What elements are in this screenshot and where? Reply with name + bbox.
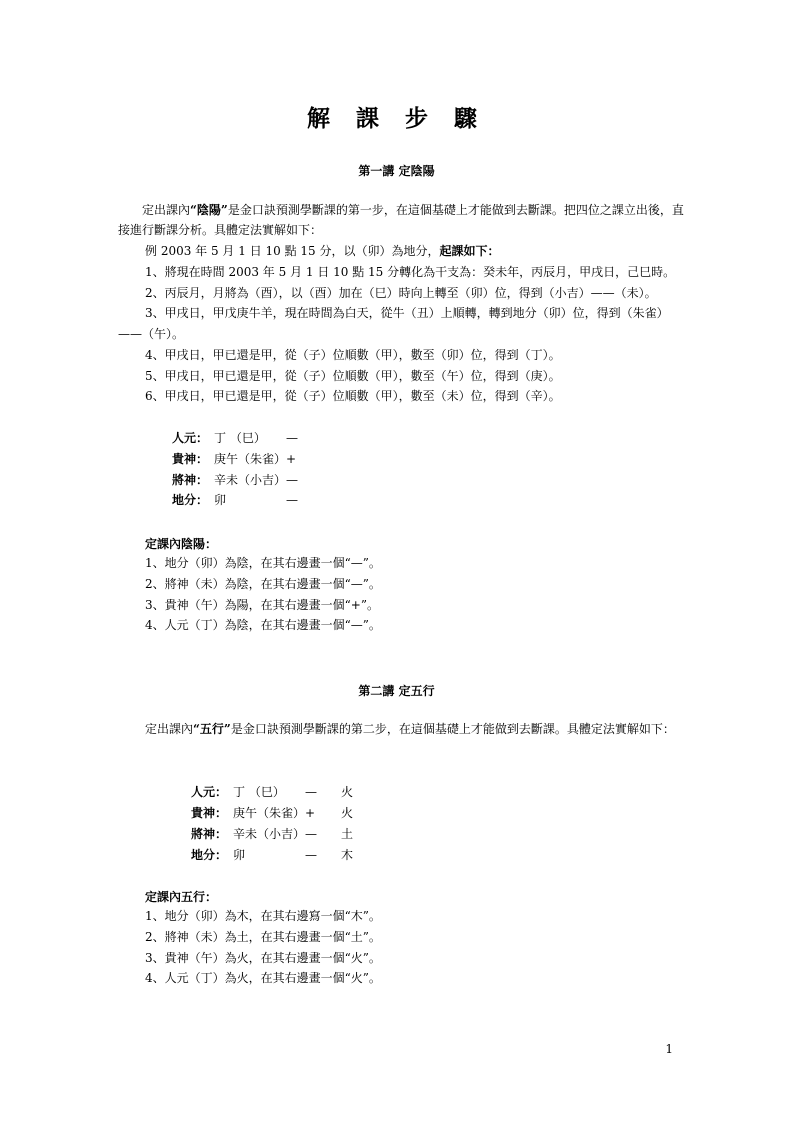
step-line: 3、甲戌日，甲戊庚牛羊，現在時間為白天，從牛（丑）上順轉，轉到地分（卯）位，得到（朱雀） [145,306,669,320]
chart-sign: — [305,785,317,799]
chart-element: 火 [341,785,354,799]
chart-value: 卯 [233,848,246,862]
chart-label: 將神： [191,827,228,841]
chart-sign: — [305,848,317,862]
chart-label: 貴神： [172,452,209,466]
chart-value: 卯 [214,493,227,507]
chart-label: 地分： [172,493,209,507]
chart-row [172,428,372,448]
example-text: 例 2003 年 5 月 1 日 10 點 15 分，以（卯）為地分， [145,244,440,258]
chart-value: 辛未（小吉） [233,827,306,841]
chart-label: 地分： [191,848,228,862]
list-item: 2、將神（未）為土，在其右邊畫一個“土”。 [145,930,381,944]
chart-row [191,803,391,823]
chart-label: 人元： [191,785,228,799]
chart-row [191,845,391,865]
chart-label: 人元： [172,431,209,445]
chart-row [172,449,372,469]
section2-subheading: 定課內五行： [145,890,218,904]
list-item: 2、將神（未）為陰，在其右邊畫一個“—”。 [145,577,381,591]
chart-element: 木 [341,848,354,862]
intro-keyword: “五行” [193,722,231,736]
section1-intro [118,200,684,240]
step-line: 5、甲戌日，甲已還是甲，從（子）位順數（甲），數至（午）位，得到（庚）。 [145,369,561,383]
list-item: 4、人元（丁）為火，在其右邊畫一個“火”。 [145,971,381,985]
step-line: 2、丙辰月，月將為（酉），以（酉）加在（巳）時向上轉至（卯）位，得到（小吉）——（未）。 [145,286,657,300]
list-item: 1、地分（卯）為木，在其右邊寫一個“木”。 [145,909,381,923]
chart-sign: — [286,493,298,507]
chart-value: 丁 （巳） [233,785,285,799]
list-item: 3、貴神（午）為陽，在其右邊畫一個“+”。 [145,598,379,612]
section1-subheading: 定課內陰陽： [145,537,218,551]
chart-row [172,470,372,490]
chart-sign: — [286,431,298,445]
step-line: ——（午）。 [118,327,185,341]
chart-sign: — [305,827,317,841]
example-line [145,241,500,261]
chart-element: 火 [341,806,354,820]
intro-text: 是金口訣預測學斷課的第一步，在這個基礎上才能做到去斷課。把四位之課立出後，直接進行斷課分析。具體定法實解如下： [118,203,684,237]
example-keyword: 起課如下： [439,244,500,258]
section2-intro [145,719,675,739]
list-item: 1、地分（卯）為陰，在其右邊畫一個“—”。 [145,556,381,570]
page-title: 解 課 步 驟 [306,105,487,132]
step-line: 4、甲戌日，甲已還是甲，從（子）位順數（甲），數至（卯）位，得到（丁）。 [145,348,561,362]
chart-element: 土 [341,827,354,841]
chart-row [191,824,391,844]
step-line: 6、甲戌日，甲已還是甲，從（子）位順數（甲），數至（未）位，得到（辛）。 [145,389,561,403]
section2-heading: 第二講 定五行 [358,684,435,698]
step-line: 1、將現在時間 2003 年 5 月 1 日 10 點 15 分轉化為干支為：癸未年，丙辰月，甲戌日，己巳時。 [145,265,676,279]
chart-row [172,490,372,510]
chart-value: 辛未（小吉） [214,473,287,487]
intro-text: 定出課內 [145,722,194,736]
intro-text: 定出課內 [142,203,191,217]
list-item: 3、貴神（午）為火，在其右邊畫一個“火”。 [145,951,381,965]
chart-value: 庚午（朱雀） [214,452,287,466]
chart-value: 丁 （巳） [214,431,266,445]
chart-value: 庚午（朱雀） [233,806,306,820]
intro-keyword: “陰陽” [190,203,228,217]
chart-sign: — [286,473,298,487]
chart-sign: + [286,452,297,466]
chart-row [191,782,391,802]
chart-label: 貴神： [191,806,228,820]
section1-heading: 第一講 定陰陽 [358,164,435,178]
chart-sign: + [305,806,316,820]
chart-label: 將神： [172,473,209,487]
list-item: 4、人元（丁）為陰，在其右邊畫一個“—”。 [145,618,381,632]
intro-text: 是金口訣預測學斷課的第二步，在這個基礎上才能做到去斷課。具體定法實解如下： [230,722,675,736]
page-number: 1 [665,1042,673,1056]
